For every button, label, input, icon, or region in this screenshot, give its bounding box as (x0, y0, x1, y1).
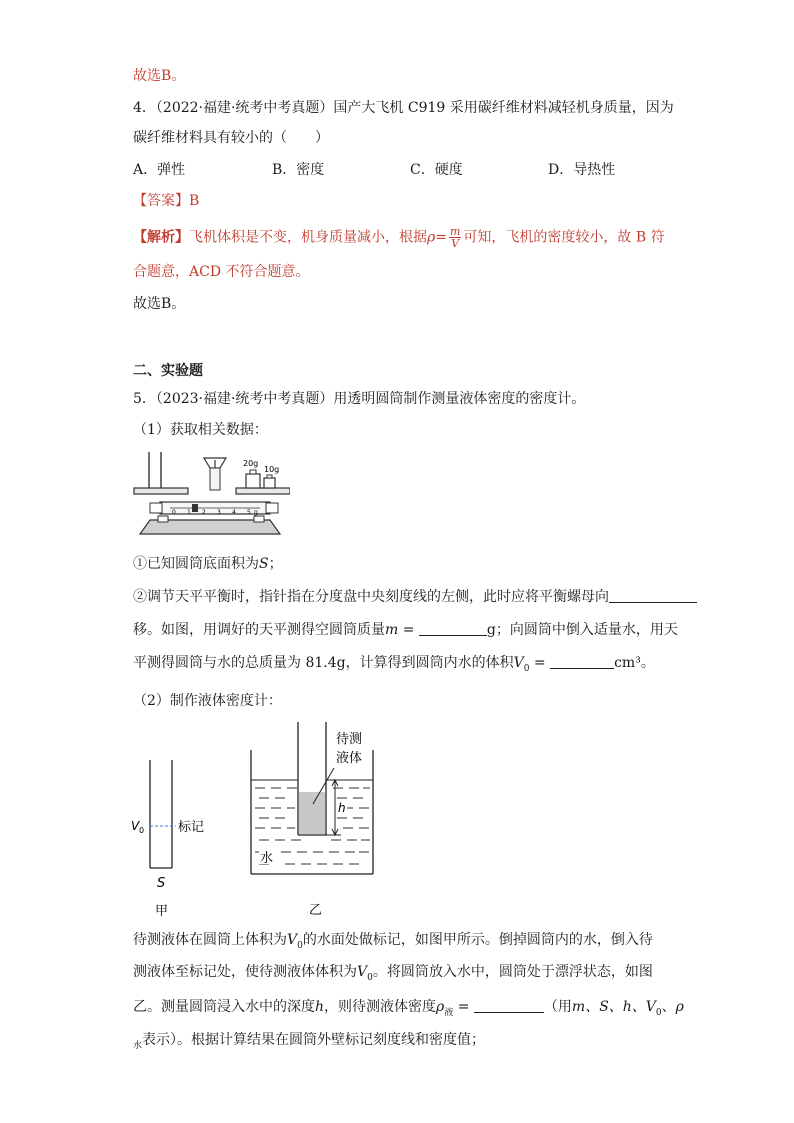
jia-mark-label: 标记 (178, 820, 205, 835)
q5-part2-title: （2）制作液体密度计： (133, 693, 282, 709)
yi-water-label: 水 (260, 851, 274, 866)
q5-part1-title: （1）获取相关数据： (133, 422, 268, 438)
scale-tick-4: 4 (232, 509, 236, 516)
yi-liquid-label-1: 待测 (336, 732, 363, 747)
q4-option-a: A．弹性 (133, 162, 186, 178)
step1-text: ①已知圆筒底面积为 (133, 556, 259, 572)
step2-V: V (513, 655, 524, 671)
body-V0-2-sub: 0 (367, 972, 373, 983)
body-line1-a: 待测液体在圆筒上体积为 (133, 932, 287, 948)
body-line2 (133, 962, 653, 988)
step2-m: m (385, 622, 399, 638)
weight-label-10g: 10g (264, 465, 280, 474)
q3-conclusion: 故选B。 (133, 68, 186, 84)
density-fraction (449, 226, 461, 249)
answer-tag: 【答案】 (133, 193, 189, 209)
scale-tick-0: 0 (172, 509, 176, 516)
q4-conclusion: 故选B。 (133, 296, 186, 312)
weight-label-20g: 20g (243, 459, 259, 468)
q4-analysis-line1 (133, 226, 665, 249)
blank-density[interactable] (474, 997, 544, 1013)
yi-caption: 乙 (309, 903, 323, 918)
q4-option-b: B．密度 (272, 162, 325, 178)
yi-h-label: h (338, 801, 346, 815)
step2-line2-a: 移。如图，用调好的天平测得空圆筒质量 (133, 622, 385, 638)
body-line3-a: 乙。测量圆筒浸入水中的深度 (133, 999, 315, 1015)
step2-line3 (133, 653, 655, 679)
body-line4-sub: 水 (133, 1040, 143, 1051)
step2-eq2: = (529, 655, 551, 671)
jia-V0-sub: 0 (139, 826, 145, 835)
body-line1 (133, 930, 653, 956)
step2-line1-text: ②调节天平平衡时，指针指在分度盘中央刻度线的左侧，此时应将平衡螺母向 (133, 589, 609, 605)
body-rho-liquid: ρ (436, 999, 445, 1015)
step2-eq: = (398, 622, 419, 638)
q4-stem-line1: 4．（2022·福建·统考中考真题）国产大飞机 C919 采用碳纤维材料减轻机身质量，因为 (133, 100, 674, 116)
blank-volume[interactable] (550, 653, 614, 669)
body-eq3: = (453, 999, 474, 1015)
blank-mass[interactable] (419, 620, 487, 636)
yi-liquid-label-2: 液体 (336, 751, 363, 766)
blank-direction[interactable] (609, 587, 697, 603)
balance-figure (130, 450, 290, 545)
step1-end: ； (268, 556, 283, 572)
body-line1-b: 的水面处做标记，如图甲所示。倒掉圆筒内的水，倒入待 (302, 932, 653, 948)
analysis-equals: = (435, 229, 447, 246)
step2-line3-a: 平测得圆筒与水的总质量为 81.4g，计算得到圆筒内水的体积 (133, 655, 514, 671)
tube-liquid (299, 792, 325, 834)
answer-value: B (189, 193, 200, 209)
body-line3 (133, 997, 684, 1023)
body-line2-b: 。将圆筒放入水中，圆筒处于漂浮状态，如图 (372, 964, 653, 980)
analysis-tag: 【解析】 (133, 229, 189, 246)
step1-line (133, 554, 283, 574)
body-line2-a: 测液体至标记处，使待测液体体积为 (133, 964, 357, 980)
body-rho-liquid-sub: 液 (444, 1007, 454, 1018)
q4-answer (133, 191, 199, 211)
figure-jia (125, 755, 225, 925)
fraction-numerator: m (449, 225, 461, 238)
body-V0-1-sub: 0 (297, 940, 303, 951)
jia-V0-label: V (131, 819, 140, 833)
analysis-part1: 飞机体积是不变，机身质量减小，根据 (189, 229, 427, 246)
figure-yi (245, 722, 385, 922)
jia-S-label: S (157, 876, 166, 891)
q4-stem-line2: 碳纤维材料具有较小的（ ） (133, 130, 329, 146)
body-h: h (315, 999, 325, 1015)
step2-line2 (133, 620, 678, 640)
body-rho-water: ρ (675, 999, 684, 1015)
body-V0-1: V (287, 932, 298, 948)
body-line3-c: （用 (543, 999, 572, 1015)
step1-var: S (259, 556, 269, 572)
step2-line2-b: g；向圆筒中倒入适量水，用天 (486, 622, 678, 638)
scale-tick-2: 2 (202, 509, 206, 516)
body-line4 (133, 1030, 485, 1056)
scale-tick-3: 3 (217, 509, 221, 516)
jia-caption: 甲 (155, 904, 169, 919)
body-vars: m、S、h、V (571, 999, 656, 1015)
q4-analysis-line2: 合题意，ACD 不符合题意。 (133, 264, 310, 280)
analysis-rho: ρ (427, 229, 436, 246)
step2-line1 (133, 587, 697, 607)
body-line4-text: 表示）。根据计算结果在圆筒外壁标记刻度线和密度值； (142, 1032, 486, 1048)
section-heading: 二、实验题 (133, 363, 203, 379)
step2-line3-b: cm³。 (614, 655, 655, 671)
q4-option-d: D．导热性 (548, 162, 616, 178)
scale-tick-1: 1 (187, 509, 191, 516)
step2-V-sub: 0 (523, 663, 530, 674)
scale-unit: g (254, 509, 258, 516)
analysis-part2: 可知，飞机的密度较小，故 B 符 (463, 229, 665, 246)
q4-option-c: C．硬度 (410, 162, 463, 178)
fraction-denominator: V (451, 237, 460, 250)
body-V0-2: V (357, 964, 368, 980)
scale-tick-5: 5 (247, 509, 251, 516)
body-line3-b: ，则待测液体密度 (324, 999, 437, 1015)
body-line3-d: 、 (661, 999, 676, 1015)
q5-stem: 5．（2023·福建·统考中考真题）用透明圆筒制作测量液体密度的密度计。 (133, 391, 586, 407)
body-vars-sub: 0 (655, 1007, 662, 1018)
